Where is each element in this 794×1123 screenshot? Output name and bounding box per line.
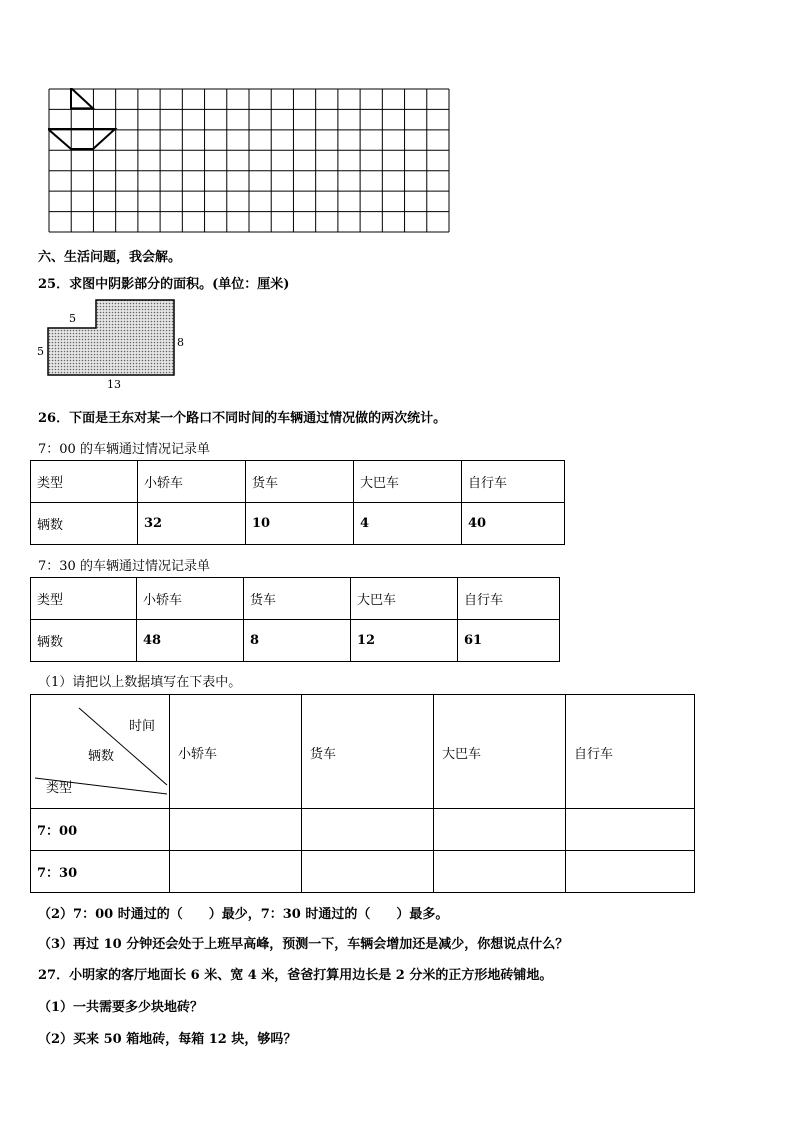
dim-label-right: 8	[177, 336, 184, 349]
value-cell: 12	[351, 620, 458, 662]
header-cell: 类型	[31, 461, 138, 503]
header-cell: 自行车	[458, 578, 560, 620]
diag-label-type: 类型	[46, 781, 73, 796]
table2-caption: 7：30 的车辆通过情况记录单	[38, 559, 210, 574]
diag-label-count: 辆数	[88, 749, 115, 764]
shaded-polygon	[48, 300, 174, 375]
value-cell: 40	[462, 503, 565, 545]
q26-part3: （3）再过 10 分钟还会处于上班早高峰，预测一下，车辆会增加还是减少，你想说点什么？	[38, 937, 569, 952]
blank-cell[interactable]	[302, 851, 434, 893]
dim-label-top: 5	[69, 312, 76, 325]
table1-caption: 7：00 的车辆通过情况记录单	[38, 442, 210, 457]
value-cell: 61	[458, 620, 560, 662]
section-six-heading: 六、生活问题，我会解。	[38, 250, 182, 265]
header-cell: 大巴车	[351, 578, 458, 620]
question-27: 27．小明家的客厅地面长 6 米、宽 4 米，爸爸打算用边长是 2 分米的正方形地砖铺地。	[38, 968, 553, 983]
header-cell: 类型	[31, 578, 137, 620]
header-cell: 大巴车	[354, 461, 462, 503]
dim-label-left: 5	[37, 345, 44, 358]
row-label: 辆数	[31, 620, 137, 662]
column-header: 小轿车	[170, 695, 302, 809]
q27-part2: （2）买来 50 箱地砖，每箱 12 块，够吗？	[38, 1032, 297, 1047]
column-header: 大巴车	[434, 695, 566, 809]
blank-cell[interactable]	[302, 809, 434, 851]
q26-part1: （1）请把以上数据填写在下表中。	[38, 675, 242, 690]
blank-cell[interactable]	[566, 851, 695, 893]
combined-table	[30, 694, 695, 893]
value-cell: 4	[354, 503, 462, 545]
record-table-730	[30, 577, 560, 662]
blank-cell[interactable]	[566, 809, 695, 851]
column-header: 货车	[302, 695, 434, 809]
row-header: 7：00	[31, 809, 170, 851]
value-cell: 10	[246, 503, 354, 545]
q27-part1: （1）一共需要多少块地砖？	[38, 1000, 204, 1015]
grid-drawing	[48, 88, 452, 234]
diagonal-header-cell	[31, 695, 170, 809]
boat-figure	[48, 88, 115, 149]
question-26: 26．下面是王东对某一个路口不同时间的车辆通过情况做的两次统计。	[38, 411, 447, 426]
row-label: 辆数	[31, 503, 138, 545]
blank-cell[interactable]	[170, 851, 302, 893]
column-header: 自行车	[566, 695, 695, 809]
record-table-700	[30, 460, 565, 545]
header-cell: 小轿车	[138, 461, 246, 503]
value-cell: 48	[137, 620, 244, 662]
q26-part2: （2）7：00 时通过的（ ）最少，7：30 时通过的（ ）最多。	[38, 907, 449, 922]
blank-cell[interactable]	[170, 809, 302, 851]
value-cell: 8	[244, 620, 351, 662]
question-25: 25．求图中阴影部分的面积。(单位：厘米)	[38, 277, 290, 292]
row-header: 7：30	[31, 851, 170, 893]
header-cell: 货车	[246, 461, 354, 503]
header-cell: 自行车	[462, 461, 565, 503]
header-cell: 小轿车	[137, 578, 244, 620]
blank-cell[interactable]	[434, 851, 566, 893]
value-cell: 32	[138, 503, 246, 545]
blank-cell[interactable]	[434, 809, 566, 851]
diag-label-time: 时间	[129, 719, 156, 734]
header-cell: 货车	[244, 578, 351, 620]
dim-label-bottom: 13	[107, 378, 121, 391]
